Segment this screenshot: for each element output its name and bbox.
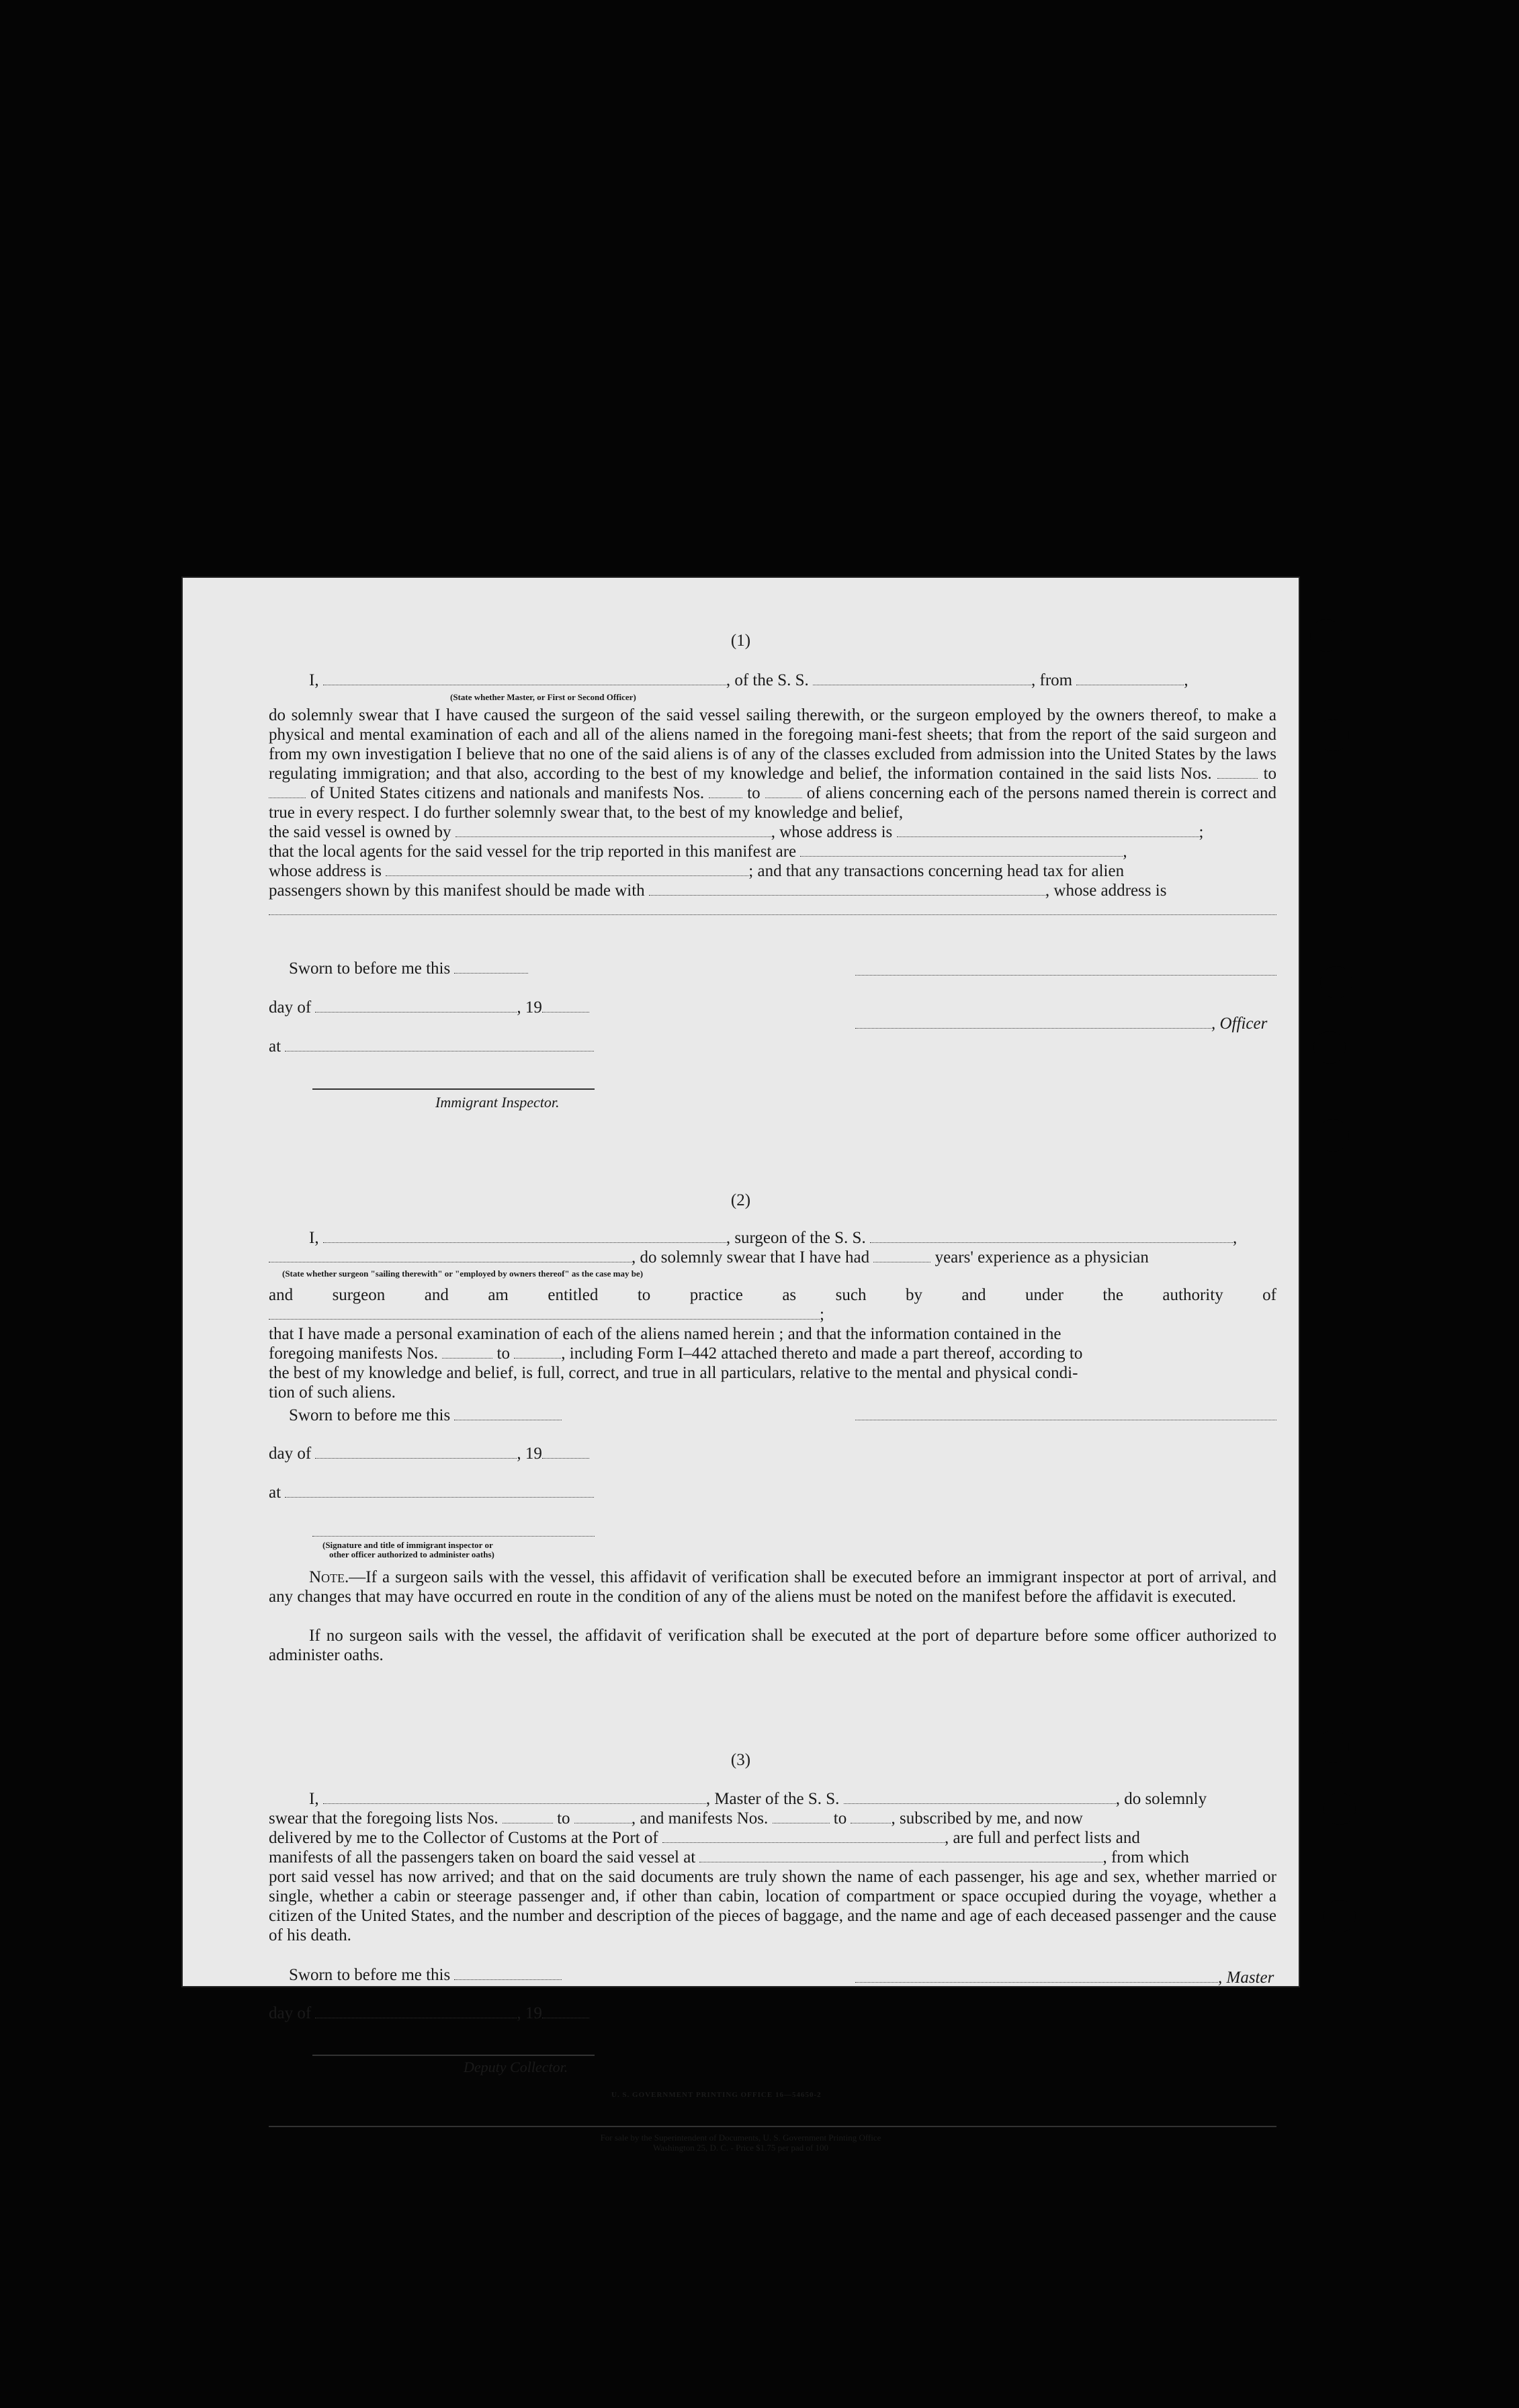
section1-header-line: I, , of the S. S. , from , [309, 671, 1188, 689]
binder-hole [1317, 1119, 1349, 1152]
day-line: day of , 19 [269, 2004, 589, 2023]
sworn-line: Sworn to before me this [289, 1966, 562, 1985]
inspector-title: Immigrant Inspector. [435, 1094, 560, 1111]
section-number: (3) [730, 1751, 751, 1769]
section1-body: do solemnly swear that I have caused the surgeon of the said vessel sailing therewith, or the surgeon employed by the owners thereof, to make a physical and mental examination of each and all of the aliens named in the foregoing mani-fest sheets; that from the report of the said surgeon and from my own investigation I believe that no one of the said aliens is of any of the classes excluded from admission into the United States by the laws regulating immigration; and that also, according to the best of my knowledge and belief, the information contained in the said lists Nos. to of United States citizens and nationals and manifests Nos. to of aliens concerning each of the persons named therein is correct and true in every respect. I do further solemnly swear that, to the best of my knowledge and belief, the said vessel is owned by , whose address is ; that the local agents for the said vessel for the trip reported in this manifest are , whose address is ; and that any transactions concerning head tax for alien passengers shown by this manifest should be made with , whose address is [269, 705, 1276, 920]
binder-hole [1310, 619, 1342, 652]
master-signature-line: , Master [855, 1969, 1274, 1987]
sworn-line: Sworn to before me this [289, 1406, 562, 1425]
binder-hole [1323, 1793, 1356, 1825]
collector-title: Deputy Collector. [464, 2059, 568, 2075]
section-number: (2) [730, 1191, 751, 1209]
section2-body: and surgeon and am entitled to practice as such by and under the authority of ; that I have made a personal examination of each of the aliens named herein ; and that the information contained in the foregoing manifests Nos. to , including Form I–442 attached thereto and made a part thereof, according to the best of my knowledge and belief, is full, correct, and true in all particulars, relative to the mental and physical condi- tion of such aliens. [269, 1286, 1276, 1402]
officer-note: (State whether Master, or First or Second Officer) [450, 692, 636, 702]
surgeon-note: (State whether surgeon "sailing therewith" or "employed by owners thereof" as the case may be) [282, 1268, 644, 1279]
sale-notice: For sale by the Superintendent of Documents, U. S. Government Printing Office Washington 25, D. C. - Price $1.75 per pad of 100 [600, 2133, 881, 2153]
day-line: day of , 19 [269, 998, 589, 1017]
form-page [181, 576, 1300, 2153]
gpo-imprint: U. S. GOVERNMENT PRINTING OFFICE 16—54650-2 [611, 2091, 822, 2099]
section2-note-2: If no surgeon sails with the vessel, the affidavit of verification shall be executed at the port of departure before some officer authorized to administer oaths. [269, 1627, 1276, 1664]
day-line: day of , 19 [269, 1445, 589, 1463]
at-line: at [269, 1484, 594, 1502]
at-line: at [269, 1037, 594, 1056]
section2-note: Note.—If a surgeon sails with the vessel, this affidavit of verification shall be executed before an immigrant inspector at port of arrival, and any changes that may have occurred en route in the condition of any of the aliens must be noted on the manifest before the affidavit is executed. [269, 1568, 1276, 1606]
section2-header: I, , surgeon of the S. S. , , do solemnly swear that I have had years' experience as a physician [269, 1228, 1276, 1267]
signature-note: (Signature and title of immigrant inspector or [322, 1540, 493, 1550]
officer-signature-line: , Officer [855, 1015, 1267, 1033]
binder-hole [1317, 719, 1349, 751]
binder-hole [1323, 1900, 1356, 1932]
sworn-line: Sworn to before me this [289, 959, 528, 978]
binder-hole [1317, 1731, 1349, 1763]
section3-body: I, , Master of the S. S. , do solemnly swear that the foregoing lists Nos. to , and manifests Nos. to , subscribed by me, and now delivered by me to the Collector of Customs at the Port of , are full and perfect lists and manifests of all the passengers taken on board the said vessel at , from which port said vessel has now arrived; and that on the said documents are truly shown the name of each passenger, his age and sex, whether married or single, whether a cabin or steerage passenger and, if other than cabin, location of compartment or space occupied during the voyage, whether a citizen of the United States, and the number and description of the pieces of baggage, and the name and age of each deceased passenger and the cause of his death. [269, 1790, 1276, 1944]
binder-hole [1313, 1031, 1346, 1064]
signature-note: other officer authorized to administer oaths) [329, 1549, 494, 1559]
section-number: (1) [730, 632, 751, 650]
binder-hole [1320, 966, 1352, 998]
